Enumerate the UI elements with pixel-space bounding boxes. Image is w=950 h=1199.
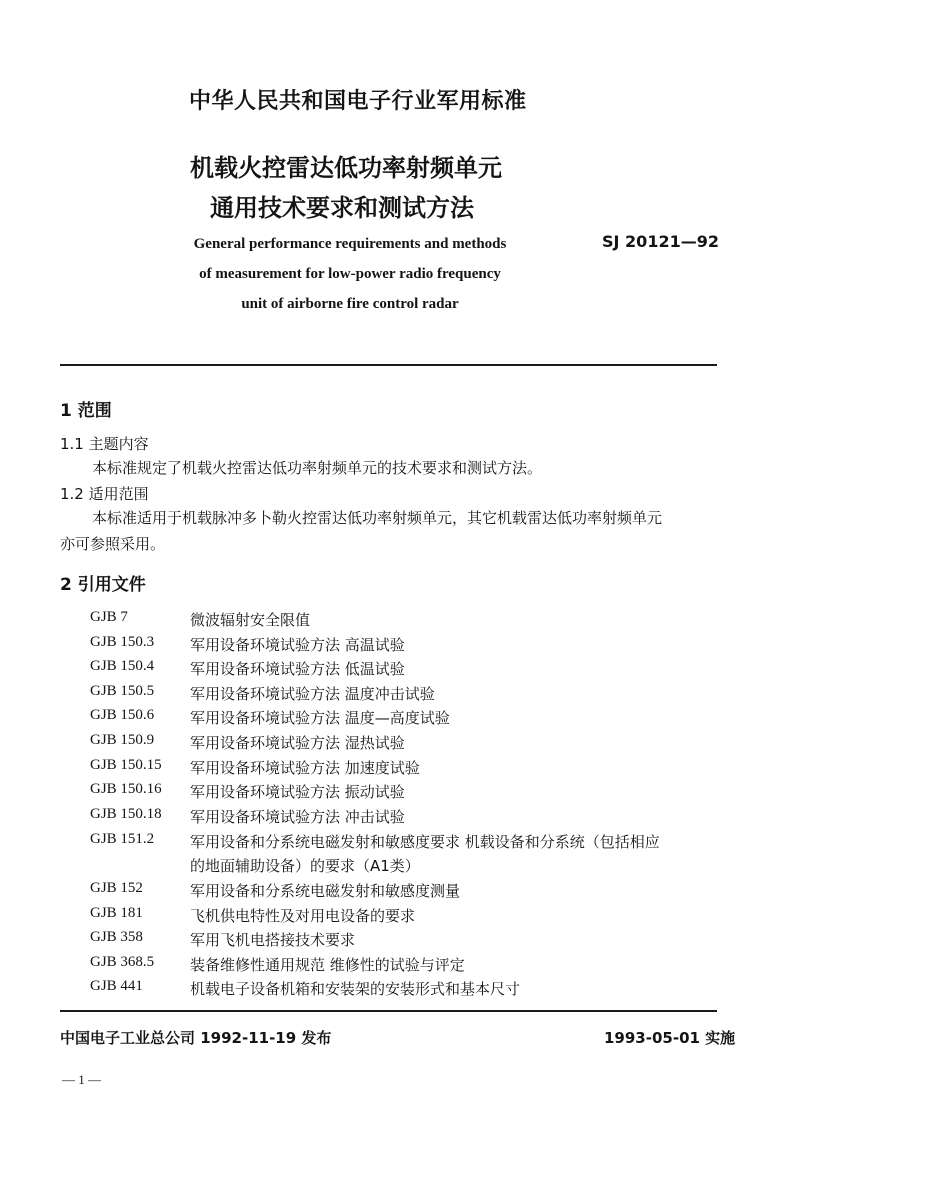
reference-code: GJB 151.2 (90, 831, 155, 847)
reference-code: GJB 150.18 (90, 806, 162, 822)
issuing-body-title: 中华人民共和国电子行业军用标准 (189, 89, 527, 114)
section-1-2-heading: 1.2 适用范围 (60, 485, 149, 503)
document-title-line-2: 通用技术要求和测试方法 (210, 194, 474, 222)
reference-code: GJB 368.5 (90, 954, 155, 970)
english-title-line-1: General performance requirements and methods (193, 236, 507, 252)
reference-code: GJB 150.9 (90, 732, 155, 748)
section-1-1-heading: 1.1 主题内容 (60, 435, 149, 453)
reference-title: 军用设备和分系统电磁发射和敏感度测量 (190, 882, 461, 900)
reference-code: GJB 7 (90, 609, 128, 625)
section-1-2-text-continued: 亦可参照采用。 (60, 535, 166, 553)
reference-title: 飞机供电特性及对用电设备的要求 (190, 907, 416, 925)
footer-divider (60, 1010, 717, 1012)
reference-title: 军用设备环境试验方法 温度—高度试验 (190, 709, 450, 727)
reference-title: 军用设备环境试验方法 低温试验 (190, 660, 405, 678)
reference-code: GJB 181 (90, 905, 143, 921)
reference-title: 军用设备环境试验方法 高温试验 (190, 636, 405, 654)
issue-date: 中国电子工业总公司 1992-11-19 发布 (60, 1029, 332, 1047)
reference-title: 机载电子设备机箱和安装架的安装形式和基本尺寸 (190, 980, 521, 998)
standard-number: SJ 20121—92 (602, 232, 719, 251)
effective-date: 1993-05-01 实施 (604, 1029, 736, 1047)
section-1-heading: 1 范围 (60, 401, 112, 421)
reference-title: 军用设备环境试验方法 温度冲击试验 (190, 685, 435, 703)
reference-code: GJB 150.3 (90, 634, 155, 650)
section-1-1-text: 本标准规定了机载火控雷达低功率射频单元的技术要求和测试方法。 (92, 459, 543, 477)
section-1-2-text: 本标准适用于机载脉冲多卜勒火控雷达低功率射频单元，其它机载雷达低功率射频单元 (92, 509, 663, 527)
reference-title: 军用设备环境试验方法 冲击试验 (190, 808, 405, 826)
section-2-heading: 2 引用文件 (60, 575, 146, 595)
reference-title: 装备维修性通用规范 维修性的试验与评定 (190, 956, 465, 974)
reference-code: GJB 358 (90, 929, 143, 945)
reference-code: GJB 150.6 (90, 707, 155, 723)
english-title-line-2: of measurement for low-power radio frequency (199, 266, 501, 282)
reference-code: GJB 441 (90, 978, 143, 994)
reference-title-continued: 的地面辅助设备）的要求（A1类） (190, 857, 420, 875)
english-title-line-3: unit of airborne fire control radar (241, 296, 459, 312)
reference-title: 军用设备环境试验方法 加速度试验 (190, 759, 420, 777)
reference-code: GJB 152 (90, 880, 143, 896)
reference-title: 微波辐射安全限值 (190, 611, 311, 629)
reference-title: 军用设备环境试验方法 湿热试验 (190, 734, 405, 752)
reference-code: GJB 150.5 (90, 683, 155, 699)
reference-code: GJB 150.16 (90, 781, 162, 797)
reference-title: 军用设备环境试验方法 振动试验 (190, 783, 405, 801)
reference-title: 军用设备和分系统电磁发射和敏感度要求 机载设备和分系统（包括相应 (190, 833, 660, 851)
document-title-line-1: 机载火控雷达低功率射频单元 (190, 154, 502, 182)
reference-title: 军用飞机电搭接技术要求 (190, 931, 356, 949)
reference-code: GJB 150.15 (90, 757, 162, 773)
page-number: — 1 — (62, 1072, 101, 1087)
header-divider (60, 364, 717, 366)
reference-code: GJB 150.4 (90, 658, 155, 674)
